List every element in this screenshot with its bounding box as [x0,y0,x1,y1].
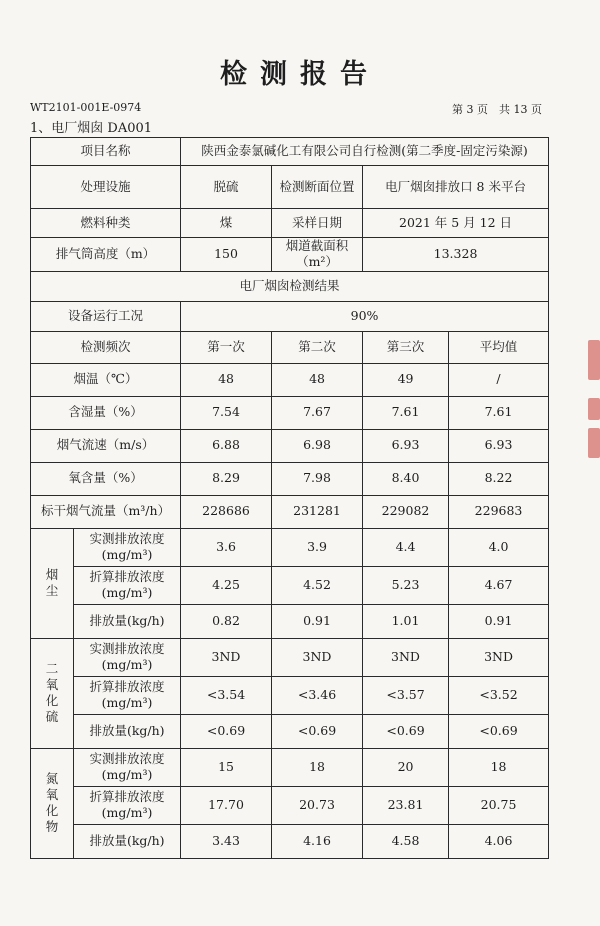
cell-value: <3.46 [272,676,363,714]
table-row [31,824,549,858]
stack-row [31,238,549,272]
cell-value: 4.25 [181,566,272,604]
facility-value: 脱硫 [181,166,272,209]
cell-value: 4.52 [272,566,363,604]
cell-value: 229683 [449,495,549,528]
cell-value: 3ND [363,638,449,676]
fuel-label: 燃料种类 [31,209,181,238]
cell-value: <3.54 [181,676,272,714]
report-table [30,137,549,859]
cell-value: 7.61 [363,396,449,429]
cell-value: 6.93 [363,429,449,462]
table-row [31,714,549,748]
date-label: 采样日期 [272,209,363,238]
cell-value: 4.67 [449,566,549,604]
row-label: 排放量(kg/h) [74,604,181,638]
cell-value: 0.91 [272,604,363,638]
cell-value: 3ND [449,638,549,676]
condition-label: 设备运行工况 [31,301,181,331]
section-title: 1、电厂烟囱 DA001 [30,121,153,136]
cell-value: 23.81 [363,786,449,824]
table-row [31,604,549,638]
cell-value: 3ND [181,638,272,676]
date-value: 2021 年 5 月 12 日 [363,209,549,238]
row-label: 折算排放浓度 (mg/m³) [74,786,181,824]
group-label-nox: 氮 氧 化 物 [31,748,74,858]
table-row [31,748,549,786]
frequency-row [31,331,549,363]
table-row [31,396,549,429]
table-row [31,363,549,396]
document-number: WT2101-001E-0974 [30,101,142,114]
cell-value: 15 [181,748,272,786]
row-label: 氧含量（%） [31,462,181,495]
cell-value: 6.98 [272,429,363,462]
cell-value: 48 [272,363,363,396]
row-label: 烟温（℃） [31,363,181,396]
cell-value: 1.01 [363,604,449,638]
row-label: 实测排放浓度 (mg/m³) [74,748,181,786]
group-label-so2: 二 氧 化 硫 [31,638,74,748]
group-label-dust: 烟 尘 [31,528,74,638]
cell-value: 3ND [272,638,363,676]
cell-value: 7.54 [181,396,272,429]
cell-value: <0.69 [272,714,363,748]
table-row [31,429,549,462]
cell-value: 229082 [363,495,449,528]
cell-value: <3.52 [449,676,549,714]
cell-value: 20.73 [272,786,363,824]
row-label: 烟气流速（m/s） [31,429,181,462]
row-label: 折算排放浓度 (mg/m³) [74,676,181,714]
project-value: 陕西金泰氯碱化工有限公司自行检测(第二季度-固定污染源) [181,138,549,166]
page-info: 第 3 页 共 13 页 [452,103,542,116]
cell-value: 4.06 [449,824,549,858]
cell-value: 8.40 [363,462,449,495]
cell-value: <0.69 [449,714,549,748]
flue-area-label: 烟道截面积（m²） [272,238,363,272]
fuel-row [31,209,549,238]
seal-stamp-fragment [588,340,600,380]
stack-height-label: 排气筒高度（m） [31,238,181,272]
table-row [31,786,549,824]
results-heading-row [31,271,549,301]
position-label: 检测断面位置 [272,166,363,209]
cell-value: 0.82 [181,604,272,638]
cell-value: <0.69 [181,714,272,748]
table-row [31,462,549,495]
condition-row [31,301,549,331]
project-row [31,138,549,166]
cell-value: 7.98 [272,462,363,495]
row-label: 排放量(kg/h) [74,824,181,858]
cell-value: 6.93 [449,429,549,462]
column-header: 第一次 [181,331,272,363]
cell-value: 4.0 [449,528,549,566]
row-label: 标干烟气流量（m³/h） [31,495,181,528]
seal-stamp-fragment [588,398,600,420]
facility-row [31,166,549,209]
fuel-value: 煤 [181,209,272,238]
cell-value: / [449,363,549,396]
cell-value: 3.6 [181,528,272,566]
cell-value: 4.4 [363,528,449,566]
row-label: 实测排放浓度 (mg/m³) [74,528,181,566]
table-row [31,566,549,604]
row-label: 排放量(kg/h) [74,714,181,748]
table-row [31,676,549,714]
cell-value: <3.57 [363,676,449,714]
position-value: 电厂烟囱排放口 8 米平台 [363,166,549,209]
cell-value: 8.22 [449,462,549,495]
column-header: 平均值 [449,331,549,363]
cell-value: 3.9 [272,528,363,566]
flue-area-value: 13.328 [363,238,549,272]
seal-stamp-fragment [588,428,600,458]
cell-value: 6.88 [181,429,272,462]
facility-label: 处理设施 [31,166,181,209]
condition-value: 90% [181,301,549,331]
cell-value: <0.69 [363,714,449,748]
cell-value: 7.67 [272,396,363,429]
row-label: 折算排放浓度 (mg/m³) [74,566,181,604]
table-row [31,495,549,528]
project-label: 项目名称 [31,138,181,166]
cell-value: 5.23 [363,566,449,604]
cell-value: 49 [363,363,449,396]
cell-value: 18 [449,748,549,786]
cell-value: 231281 [272,495,363,528]
stack-height-value: 150 [181,238,272,272]
cell-value: 20 [363,748,449,786]
column-header: 第二次 [272,331,363,363]
cell-value: 20.75 [449,786,549,824]
cell-value: 3.43 [181,824,272,858]
table-row [31,638,549,676]
results-heading: 电厂烟囱检测结果 [31,271,549,301]
cell-value: 4.16 [272,824,363,858]
row-label: 含湿量（%） [31,396,181,429]
cell-value: 4.58 [363,824,449,858]
column-header: 第三次 [363,331,449,363]
cell-value: 18 [272,748,363,786]
cell-value: 8.29 [181,462,272,495]
report-title: 检测报告 [220,59,380,90]
cell-value: 228686 [181,495,272,528]
cell-value: 17.70 [181,786,272,824]
frequency-label: 检测频次 [31,331,181,363]
row-label: 实测排放浓度 (mg/m³) [74,638,181,676]
cell-value: 48 [181,363,272,396]
cell-value: 7.61 [449,396,549,429]
table-row [31,528,549,566]
cell-value: 0.91 [449,604,549,638]
